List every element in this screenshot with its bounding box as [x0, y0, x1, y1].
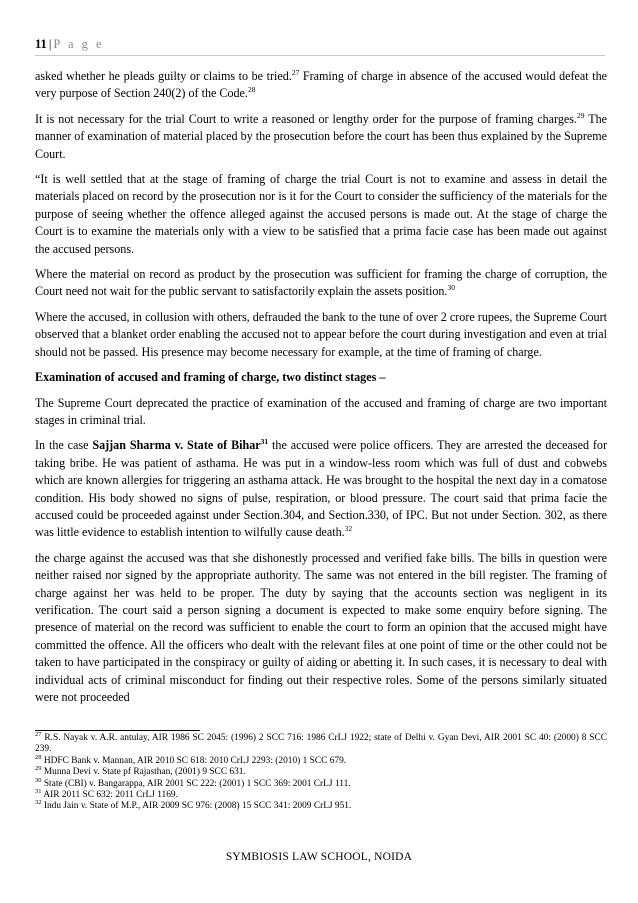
footnote: $^{29}$ Munna Devi v. State pf Rajasthan, (2001) 9 SCC 631.	[35, 765, 246, 778]
page-number: 11	[35, 37, 47, 51]
footnote: $^{31}$ AIR 2011 SC 632: 2011 CrLJ 1169.	[35, 787, 178, 801]
paragraph: Where the accused, in collusion with others, defrauded the bank to the tune of over 2 crore rupees, the Supreme Court observed that a blanket order enabling the accused not to appear before the court during investigation and even at trial should not be passed. His presence may become necessary for example, at the time of framing of charge.	[35, 309, 607, 359]
footnote-ref[interactable]: 28	[247, 85, 256, 95]
footnote: $^{27}$ R.S. Nayak v. A.R. antulay, AIR 1986 SC 2045: (1996) 2 SCC 716: 1986 CrLJ 1922; state of Delhi v. Gyan Devi, AIR 2001 SC 40: (2000) 8 SCC 239.	[35, 730, 607, 755]
page-footer: SYMBIOSIS LAW SCHOOL, NOIDA	[225, 851, 413, 863]
paragraph: In the case Sajjan Sharma v. State of Bihar$^{31}$ the accused were police officers. They are arrested the deceased for taking bribe. He was patient of asthama. He was put in a window-less room which was full of dust and cobwebs which are known allergies for triggering an asthama attack. He was brought to the hospital the next day in a comatose condition. His body showed no signs of pulse, respiration, or blood pressure. The court said that prima facie the accused could be proceeded against under Section.304, and Section.330, of IPC. But not under Section. 302, as there was little evidence to establish intention to wilfully cause death.$^{32}$	[35, 437, 608, 540]
footnote-separator	[35, 730, 200, 731]
header-separator: |	[48, 37, 52, 51]
footnote-ref[interactable]: 30	[447, 283, 455, 293]
paragraph: the charge against the accused was that she dishonestly processed and verified fake bills. The bills in question were neither raised nor signed by the appropriate authority. The same was not entered in the bill register. The framing of charge against her was held to be proper. The duty by saying that the accounts section was negligent in its verification. The court said a person signing a document is expected to make some enquiry before signing. The presence of material on the record was sufficient to enable the court to form an opinion that the accused might have committed the offence. All the officers who dealt with the relevant files at one point of time or the other could not be taken to have participated in the conspiracy or guilty of aiding or abetting it. In such cases, it is necessary to deal with individual acts of criminal misconduct for finding out their respective roles. Some of the persons similarly situated were not proceeded	[35, 550, 607, 704]
paragraph: Where the material on record as product by the prosecution was sufficient for framing the charge of corruption, the Court need not wait for the public servant to satisfactorily explain the assets position.$^{30}$	[35, 267, 607, 299]
footnote-ref[interactable]: 31	[260, 437, 269, 447]
page-header	[35, 37, 605, 56]
section-heading: Examination of accused and framing of charge, two distinct stages –	[35, 370, 386, 385]
footnote-ref[interactable]: 29	[576, 110, 585, 120]
footnotes	[35, 730, 607, 813]
page-label: P a g e	[53, 37, 105, 51]
footnote: $^{32}$ Indu Jain v. State of M.P., AIR 2009 SC 976: (2008) 15 SCC 341: 2009 CrLJ 951.	[35, 799, 352, 812]
footnote: $^{30}$ State (CBI) v. Bangarappa, AIR 2001 SC 222: (2001) 1 SCC 369: 2001 CrLJ 111.	[35, 776, 351, 789]
paragraph: It is not necessary for the trial Court to write a reasoned or lengthy order for the purpose of framing charges.$^{29}$ The manner of examination of material placed by the prosecution before the court has been thus explained by the Supreme Court.	[35, 110, 607, 161]
case-name: Sajjan Sharma v. State of Bihar	[92, 438, 261, 453]
quote-paragraph: “It is well settled that at the stage of framing of charge the trial Court is not to examine and assess in detail the materials placed on record by the prosecution nor is it for the Court to consider the sufficiency of the materials for the purpose of seeing whether the offence alleged against the accused persons is made out. At the stage of charge the Court is to examine the materials only with a view to be satisfied that a prima facie case has been made out against the accused persons.	[35, 172, 607, 256]
footnote-ref[interactable]: 27	[291, 67, 300, 77]
paragraph: asked whether he pleads guilty or claims to be tried.$^{27}$ Framing of charge in absence of the accused would defeat the very purpose of Section 240(2) of the Code.$^{28}$	[35, 67, 607, 101]
footnote-ref[interactable]: 32	[344, 524, 353, 534]
body-text	[35, 68, 607, 714]
footnote: $^{28}$ HDFC Bank v. Mannan, AIR 2010 SC 618: 2010 CrLJ 2293: (2010) 1 SCC 679.	[35, 753, 347, 766]
paragraph: The Supreme Court deprecated the practice of examination of the accused and framing of charge are two important stages in criminal trial.	[35, 395, 607, 427]
